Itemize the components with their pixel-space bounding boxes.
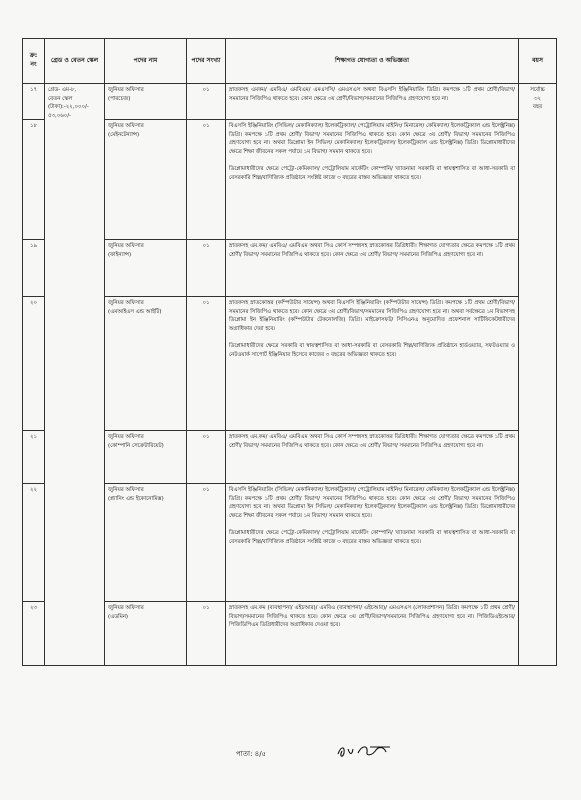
post-subtitle: (এমআইএস এন্ড আইটি) xyxy=(108,308,162,315)
post-subtitle: (এডমিন) xyxy=(108,613,129,620)
grade-line: গ্রেড- এম-৮, xyxy=(48,87,77,93)
age-cell xyxy=(519,84,557,666)
age-line: ৩২ xyxy=(533,95,541,102)
header-serial: ক্র: নং xyxy=(23,39,45,84)
post-cell xyxy=(105,484,187,602)
serial-cell: ১৭ xyxy=(23,84,45,120)
qualification-text: স্নাতকসহ এম.কম/ এমবিএ/ এমবিএম অথবা সিএ কোর্স সম্পন্নসহ স্নাতকোত্তর ডিগ্রিধারী। শিক্ষাগত যোগ্যতার ক্ষেত্রে কমপক্ষে ১টি প্রথম শ্রেণী/ বিভাগ/ সমমানের সিজিপিএ থাকতে হবে। কোন ক্ষেত্রে ৩য় শ্রেণী/ বিভাগ/ সমমানের সিজিপিএ গ্রহণযোগ্য হবে না। xyxy=(229,243,517,258)
post-title: জুনিয়র অফিসার xyxy=(108,487,144,493)
post-cell xyxy=(105,431,187,484)
post-title: জুনিয়র অফিসার xyxy=(108,243,144,249)
qualification-text: বিএসসি ইঞ্জিনিয়ারিং (সিভিল/ মেকানিক্যাল/ ইলেকট্রিক্যাল/ পেট্রোলিয়াম মাইনিং/ মিনারেল/ কেমিক্যাল/ ইলেকট্রিক্যাল এন্ড ইলেক্ট্রনিক্স) ডিগ্রি। কমপক্ষে ১টি প্রথম শ্রেণী/ বিভাগ/ সমমানের সিজিপিএ থাকতে হবে। কোন ক্ষেত্রে ৩য় শ্রেণী/ বিভাগ/ সমমানের সিজিপিএ গ্রহণযোগ্য হবে না। অথবা ডিপ্লোমা ইন সিভিল/ মেকানিক্যাল/ ইলেকট্রিক্যাল/ ইলেকট্রিক্যাল এন্ড ইলেক্ট্রনিক্স) ডিগ্রি। ডিপ্লোমাধারীদের ক্ষেত্রে শিক্ষা জীবনের সকল পর্যায়ে ১ম বিভাগ/ সমমান থাকতে হবে। xyxy=(229,123,517,155)
count-cell: ০১ xyxy=(187,602,226,666)
qualification-text: বিএসসি ইঞ্জিনিয়ারিং (সিভিল/ মেকানিক্যাল/ ইলেকট্রিক্যাল/ পেট্রোলিয়াম মাইনিং/ মিনারেল/ কেমিক্যাল/ ইলেকট্রিক্যাল এন্ড ইলেক্ট্রনিক্স) ডিগ্রি। কমপক্ষে ১টি প্রথম শ্রেণী/ বিভাগ/ সমমানের সিজিপিএ থাকতে হবে। কোন ক্ষেত্রে ৩য় শ্রেণী/ বিভাগ/ সমমানের সিজিপিএ গ্রহণযোগ্য হবে না। অথবা ডিপ্লোমা ইন সিভিল/ মেকানিক্যাল/ ইলেকট্রিক্যাল/ ইলেকট্রিক্যাল এন্ড ইলেক্ট্রনিক্স) ডিগ্রি। ডিপ্লোমাধারীদের ক্ষেত্রে শিক্ষা জীবনের সকল পর্যায়ে ১ম বিভাগ/ সমমান থাকতে হবে। xyxy=(229,487,517,519)
serial-cell: ২১ xyxy=(23,431,45,484)
header-grade: গ্রেড ও বেতন স্কেল xyxy=(45,39,105,84)
table-row xyxy=(23,84,557,120)
post-cell xyxy=(105,84,187,120)
post-title: জুনিয়র অফিসার xyxy=(108,87,144,93)
serial-cell: ২২ xyxy=(23,484,45,602)
qualification-text: স্নাতকসহ এম.কম (ব্যবস্থাপনা/ এইচআর)/ এমবিএ (ব্যবস্থাপনা/ এইচআর)/ এমএসএস (লোকপ্রশাসন) ডিগ্রি। কমপক্ষে ১টি প্রথম শ্রেণী/বিভাগ/সমমানের সিজিপিএ থাকতে হবে। কোন ক্ষেত্রে ৩য় শ্রেণী/বিভাগ/সমমানের সিজিপিএ গ্রহণযোগ্য হবে না। পিজিডিএইচআর/ পিজিডিপিএম ডিগ্রিধারীদের অগ্রাধিকার দেওয়া হবে। xyxy=(229,605,517,629)
count-cell: ০১ xyxy=(187,120,226,240)
post-subtitle: (কোম্পানি সেক্রেটারিয়েট) xyxy=(108,442,164,449)
header-count: পদের সংখ্যা xyxy=(187,39,226,84)
post-cell xyxy=(105,120,187,240)
age-line: বছর xyxy=(532,104,543,111)
header-post: পদের নাম xyxy=(105,39,187,84)
count-cell: ০১ xyxy=(187,484,226,602)
serial-cell: ২৩ xyxy=(23,602,45,666)
table-header-row xyxy=(23,39,557,84)
post-title: জুনিয়র অফিসার xyxy=(108,434,144,440)
qualification-cell xyxy=(226,602,519,666)
page-footer xyxy=(0,746,581,766)
qualification-cell xyxy=(226,431,519,484)
serial-cell: ১৮ xyxy=(23,120,45,240)
count-cell: ০১ xyxy=(187,297,226,431)
qualification-cell xyxy=(226,297,519,431)
signature-image xyxy=(334,740,394,762)
qualification-cell xyxy=(226,84,519,120)
count-cell: ০১ xyxy=(187,240,226,297)
post-cell xyxy=(105,297,187,431)
post-cell xyxy=(105,240,187,297)
post-subtitle: (প্ল্যানিং এন্ড ইকোনোমিক্স) xyxy=(108,495,164,502)
recruitment-table xyxy=(22,38,557,666)
serial-cell: ১৯ xyxy=(23,240,45,297)
experience-text: ডিপ্লোমাধারীদের ক্ষেত্রে সরকারি বা স্বায়ত্বশাসিত বা আধা-সরকারি বা বেসরকারি শিল্প/বাণিজ্যিক প্রতিষ্ঠানে হার্ডওয়্যার, সফটওয়্যার ও নেটওয়ার্ক সাপোর্ট ইঞ্জিনিয়ার হিসেবে কাজের ৩ বছরের অভিজ্ঞতা থাকতে হবে। xyxy=(229,343,517,358)
qualification-text: স্নাতকসহ স্নাতকোত্তর (কম্পিউটার সায়েন্স) অথবা বিএসসি ইঞ্জিনিয়ারিং (কম্পিউটার সায়েন্স) ডিগ্রি। কমপক্ষে ১টি প্রথম শ্রেণী/বিভাগ/সমমানের সিজিপিএ থাকতে হবে। কোন ক্ষেত্রে ৩য় শ্রেণী/বিভাগ/সমমানের সিজিপিএ গ্রহণযোগ্য হবে না। অথবা সর্বক্ষেত্রে ১ম বিভাগসহ ডিপ্লোমা ইন ইঞ্জিনিয়ারিং (কম্পিউটার টেকনোলজি) ডিগ্রি। মাইক্রোসফট/ সিসিএনএ অনুমোদিত প্রফেশনাল সার্টিফিকেটধারীদের অগ্রাধিকার দেয়া হবে। xyxy=(229,300,517,332)
count-cell: ০১ xyxy=(187,84,226,120)
post-subtitle: (ফাইন্যান্স) xyxy=(108,251,132,258)
qualification-text: স্নাতকসহ এমকম/ এমবিএ/ এমবিএম/ এমএসসি/ এমএসএস অথবা বিএসসি ইঞ্জিনিয়ারিং ডিগ্রি। কমপক্ষে ১টি প্রথম শ্রেণী/বিভাগ/সমমানের সিজিপিএ থাকতে হবে। কোন ক্ষেত্রে ৩য় শ্রেণী/বিভাগ/সমমানের সিজিপিএ গ্রহণযোগ্য হবে না। xyxy=(229,87,515,102)
count-cell: ০১ xyxy=(187,431,226,484)
serial-cell: ২০ xyxy=(23,297,45,431)
qualification-cell xyxy=(226,484,519,602)
age-line: সর্বোচ্চ xyxy=(530,87,545,93)
page-number: পাতা: ৪/৫ xyxy=(236,750,267,758)
grade-line: বেতন স্কেল xyxy=(48,95,73,102)
post-title: জুনিয়র অফিসার xyxy=(108,605,144,611)
post-title: জুনিয়র অফিসার xyxy=(108,300,144,306)
header-age: বয়স xyxy=(519,39,557,84)
grade-line: (টাকা):-২২,০০০/- xyxy=(48,104,89,111)
post-subtitle: (মেইনটেন্যান্স) xyxy=(108,131,140,138)
experience-text: ডিপ্লোমাধারীদের ক্ষেত্রে পেট্রো-কেমিক্যাল/ পেট্রোলিয়াম মার্কেটিং কোম্পানি/ খ্যাতনামা সরকারি বা স্বায়ত্বশাসিত বা আধা-সরকারি বা বেসরকারি শিল্প/বাণিজ্যিক প্রতিষ্ঠানে সংশ্লিষ্ট কাজে ৩ বছরের বাস্তব অভিজ্ঞতা থাকতে হবে। xyxy=(229,530,517,545)
qualification-cell xyxy=(226,120,519,240)
post-title: জুনিয়র অফিসার xyxy=(108,123,144,129)
qualification-cell xyxy=(226,240,519,297)
qualification-text: স্নাতকসহ এম.কম/ এমবিএ/ এমবিএম অথবা সিএ কোর্স সম্পন্নসহ স্নাতকোত্তর ডিগ্রিধারী। শিক্ষাগত যোগ্যতার ক্ষেত্রে কমপক্ষে ১টি প্রথম শ্রেণী/ বিভাগ/ সমমানের সিজিপিএ থাকতে হবে। কোন ক্ষেত্রে ৩য় শ্রেণী/ বিভাগ/ সমমানের সিজিপিএ গ্রহণযোগ্য হবে না। xyxy=(229,434,517,449)
grade-line: ৫৩,০৬০/- xyxy=(48,112,71,119)
post-cell xyxy=(105,602,187,666)
experience-text: ডিপ্লোমাধারীদের ক্ষেত্রে পেট্রো-কেমিক্যাল/ পেট্রোলিয়াম মার্কেটিং কোম্পানি/ খ্যাতনামা সরকারি বা স্বায়ত্বশাসিত বা আধা-সরকারি বা বেসরকারি শিল্প/বাণিজ্যিক প্রতিষ্ঠানে সংশ্লিষ্ট কাজে ৩ বছরের বাস্তব অভিজ্ঞতা থাকতে হবে। xyxy=(229,166,517,181)
header-qualification: শিক্ষাগত যোগ্যতা ও অভিজ্ঞতা xyxy=(226,39,519,84)
post-subtitle: (পারচেজ) xyxy=(108,95,131,102)
grade-cell xyxy=(45,84,105,666)
